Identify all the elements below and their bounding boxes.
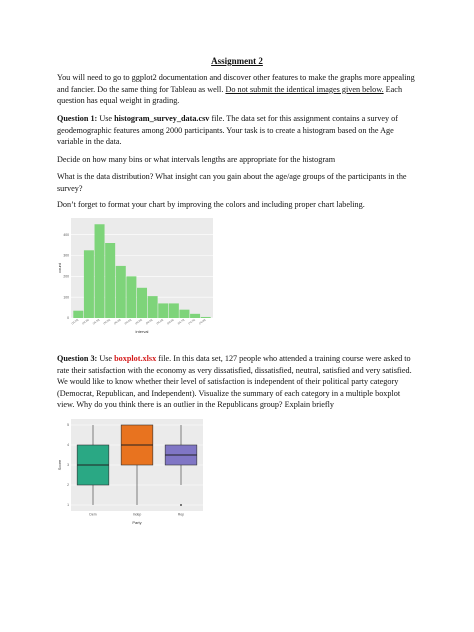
histogram-bar <box>116 266 126 318</box>
histogram-bar <box>84 250 94 318</box>
satisfaction-boxplot-chart <box>57 416 207 526</box>
x-tick-label: Dem <box>89 512 97 517</box>
x-tick-label: (50,55] <box>145 318 154 326</box>
x-tick-label: Rep <box>177 512 185 517</box>
question-1-paragraph <box>57 113 417 148</box>
outlier-point <box>180 504 182 506</box>
y-axis-label: Score <box>57 459 62 471</box>
question-1-use: Use <box>97 114 115 123</box>
age-histogram-chart <box>57 214 217 336</box>
histogram-bar <box>179 310 189 318</box>
bins-prompt: Decide on how many bins or what intervals lengths are appropriate for the histogram <box>57 155 336 164</box>
x-tick-label: (35,40] <box>113 318 122 326</box>
histogram-bar <box>73 311 83 318</box>
x-tick-label: (45,50] <box>134 318 143 326</box>
y-tick-label: 5 <box>67 423 69 428</box>
y-tick-label: 4 <box>67 443 69 448</box>
y-tick-label: 400 <box>63 232 69 237</box>
x-tick-label: (70,75] <box>187 318 196 326</box>
y-tick-label: 300 <box>63 253 69 258</box>
intro-paragraph <box>57 72 417 107</box>
question-3-file: boxplot.xlsx <box>114 354 157 363</box>
x-tick-label: (25,30] <box>92 318 101 326</box>
x-axis-label: Party <box>132 520 142 525</box>
intro-underlined-text: Do not submit the identical images given below. <box>225 84 384 94</box>
x-tick-label: Indep <box>132 512 142 517</box>
distribution-prompt: What is the data distribution? What insight can you gain about the age/age groups of the participants in the survey? <box>57 172 407 193</box>
x-tick-label: (65,70] <box>177 318 186 326</box>
format-note: Don’t forget to format your chart by improving the colors and including proper chart labeling. <box>57 200 365 209</box>
y-tick-label: 100 <box>63 295 69 300</box>
intro-text-2: Each question has equal weight in grading. <box>57 84 403 106</box>
x-tick-label: (75,80] <box>198 318 207 326</box>
question-3-text: file. In this data set, 127 people who attended a training course were asked to rate their satisfaction with the economy as very dissatisfied, dissatisfied, neutral, satisfied and very satisfied. We would like to know whether their level of satisfaction is independent of their political party category (Democrat, Republican, and Independent). Visualize the summary of each category in a multiple boxplot view. Why do you think there is an outlier in the Republicans group? Explain briefly <box>57 354 412 410</box>
y-tick-label: 0 <box>67 316 69 321</box>
intro-text-1: You will need to go to ggplot2 documentation and discover other features to make the graphs more appealing and fancier. Do the same thing for Tableau as well. <box>57 73 415 94</box>
histogram-bar <box>95 224 105 318</box>
y-tick-label: 2 <box>67 483 69 488</box>
x-tick-label: (15,20] <box>71 318 79 326</box>
question-1-text: file. The data set for this assignment contains a survey of geodemographic features among 2000 participants. Your task is to create a histogram based on the Age variable in the data. <box>57 114 398 147</box>
question-3-label: Question 3: <box>57 354 98 363</box>
x-tick-label: (40,45] <box>124 318 132 326</box>
histogram-bar <box>137 288 147 318</box>
question-1-file: histogram_survey_data.csv <box>114 114 210 123</box>
question-3-paragraph <box>57 353 417 411</box>
histogram-bar <box>201 317 211 318</box>
histogram-bar <box>105 243 115 318</box>
question-1-label: Question 1: <box>57 114 98 123</box>
y-axis-label: count <box>57 263 62 273</box>
y-tick-label: 3 <box>67 463 69 468</box>
x-tick-label: (60,65] <box>166 318 175 326</box>
y-tick-label: 200 <box>63 274 69 279</box>
histogram-bar <box>169 303 179 318</box>
page-title: Assignment 2 <box>211 56 263 66</box>
x-tick-label: (55,60] <box>155 318 164 326</box>
x-tick-label: (20,25] <box>81 318 90 326</box>
histogram-bar <box>126 276 136 318</box>
histogram-bar <box>158 303 168 318</box>
x-tick-label: (30,35] <box>102 318 111 326</box>
x-axis-label: interval <box>135 329 149 334</box>
y-tick-label: 1 <box>67 503 69 508</box>
question-3-use: Use <box>97 354 115 363</box>
histogram-bar <box>148 296 158 318</box>
histogram-bar <box>190 314 200 318</box>
